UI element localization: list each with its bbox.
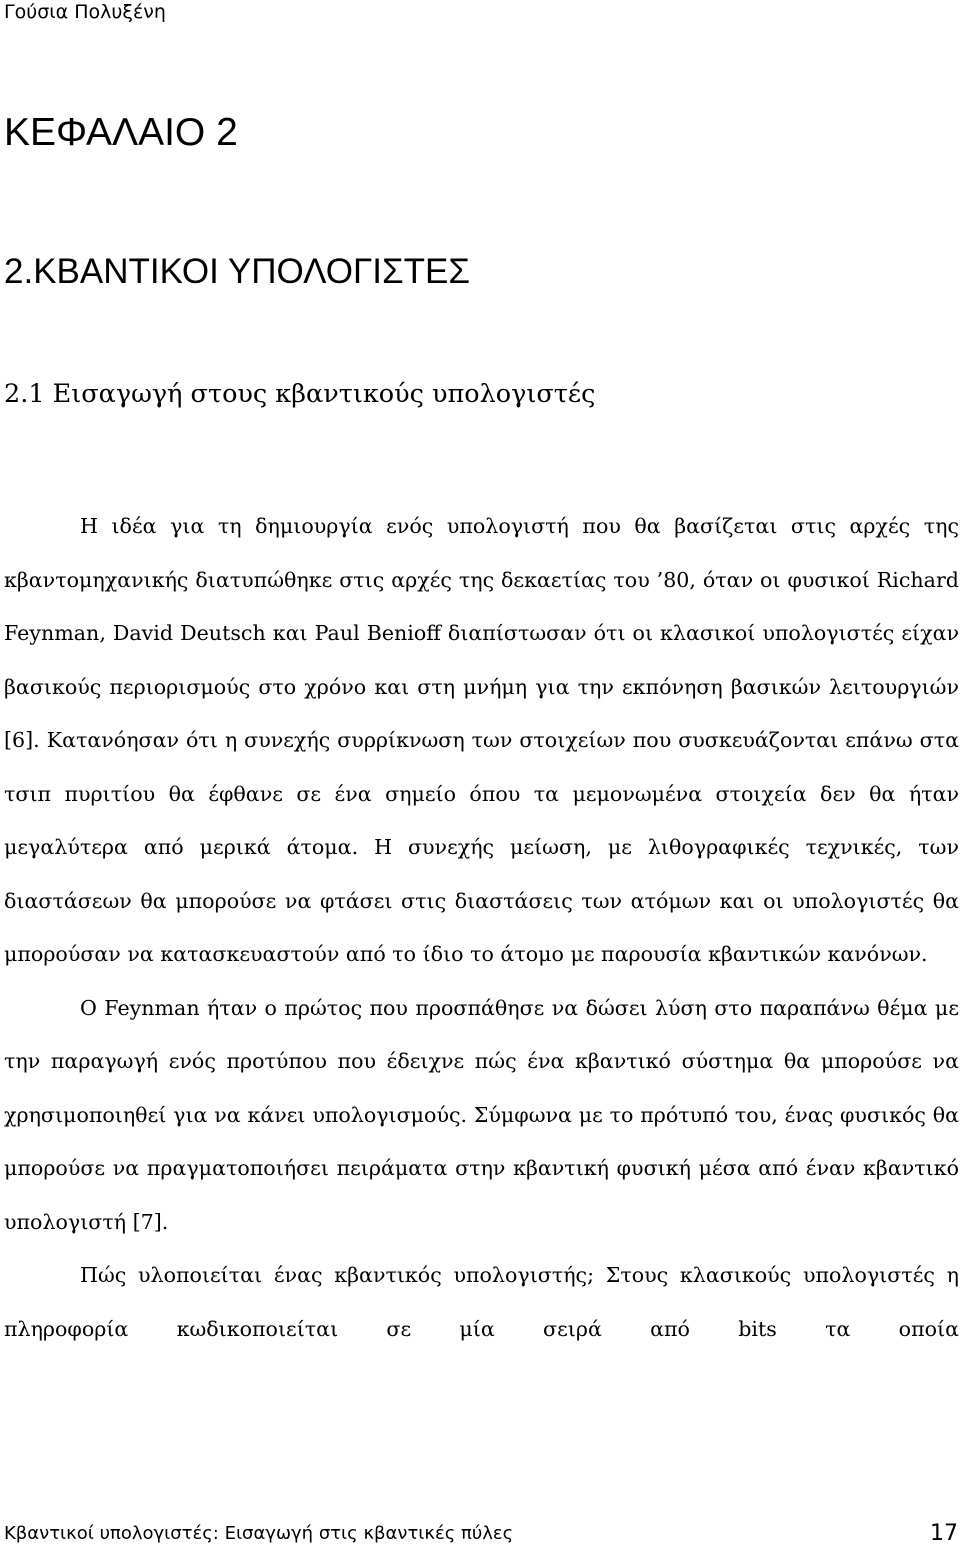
paragraph-implementation: Πώς υλοποιείται ένας κβαντικός υπολογιστής; Στους κλασικούς υπολογιστές η πληροφορία κωδικοποιείται σε μία σειρά από bits τα οποία (4, 1263, 959, 1341)
page-number: 17 (930, 1521, 958, 1546)
page-footer (4, 1521, 960, 1549)
section-heading: 2.ΚΒΑΝΤΙΚΟΙ ΥΠΟΛΟΓΙΣΤΕΣ (4, 252, 470, 291)
chapter-heading: ΚΕΦΑΛΑΙΟ 2 (4, 111, 238, 154)
paragraph-intro: Η ιδέα για τη δημιουργία ενός υπολογιστή που θα βασίζεται στις αρχές της κβαντομηχανικής διατυπώθηκε στις αρχές της δεκαετίας του ’80, όταν οι φυσικοί Richard Feynman, David Deutsch και Paul Benioff διαπίστωσαν ότι οι κλασικοί υπολογιστές είχαν βασικούς περιορισμούς στο χρόνο και στη μνήμη για την εκπόνηση βασικών λειτουργιών [6]. Κατανόησαν ότι η συνεχής συρρίκνωση των στοιχείων που συσκευάζονται επάνω στα τσιπ πυριτίου θα έφθανε σε ένα σημείο όπου τα μεμονωμένα στοιχεία δεν θα ήταν μεγαλύτερα από μερικά άτομα. Η συνεχής μείωση, με λιθογραφικές τεχνικές, των διαστάσεων θα μπορούσε να φτάσει στις διαστάσεις των ατόμων και οι υπολογιστές θα μπορούσαν να κατασκευαστούν από το ίδιο το άτομο με παρουσία κβαντικών κανόνων. (4, 514, 959, 966)
running-header-author: Γούσια Πολυξένη (4, 1, 166, 23)
body-text (4, 500, 959, 1356)
footer-title: Κβαντικοί υπολογιστές: Εισαγωγή στις κβαντικές πύλες (4, 1523, 514, 1544)
subsection-heading: 2.1 Εισαγωγή στους κβαντικούς υπολογιστές (4, 379, 596, 409)
paragraph-feynman: Ο Feynman ήταν ο πρώτος που προσπάθησε να δώσει λύση στο παραπάνω θέμα με την παραγωγή ενός προτύπου που έδειχνε πώς ένα κβαντικό σύστημα θα μπορούσε να χρησιμοποιηθεί για να κάνει υπολογισμούς. Σύμφωνα με το πρότυπό του, ένας φυσικός θα μπορούσε να πραγματοποιήσει πειράματα στην κβαντική φυσική μέσα από έναν κβαντικό υπολογιστή [7]. (4, 995, 959, 1234)
